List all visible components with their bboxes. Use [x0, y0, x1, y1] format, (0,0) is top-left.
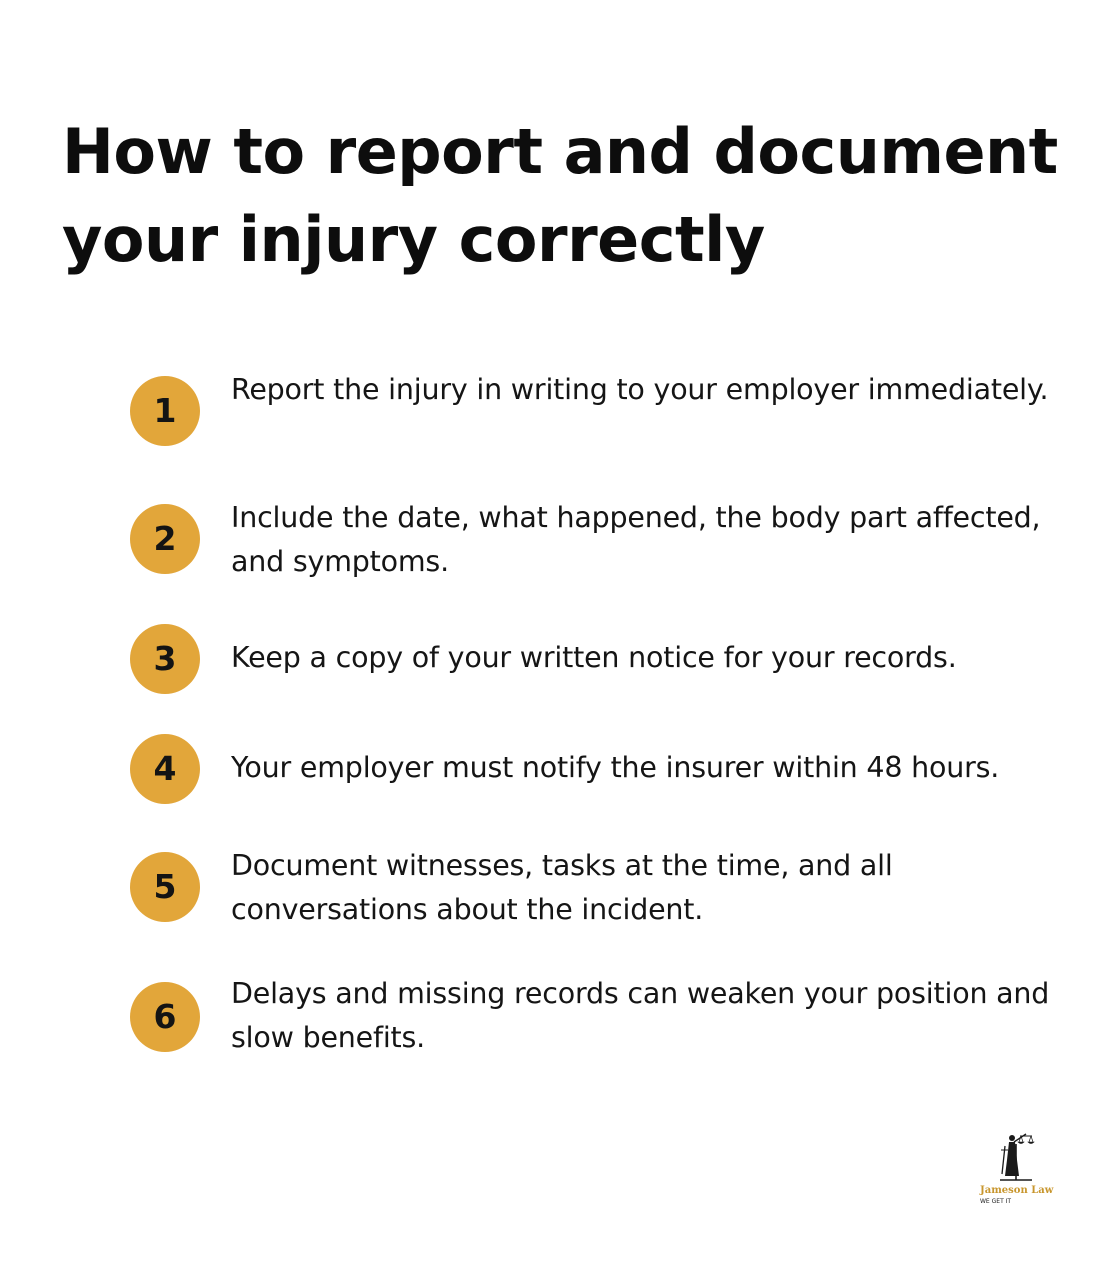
step-text: Your employer must notify the insurer within 48 hours. [231, 751, 1000, 784]
page-title [62, 108, 1062, 284]
step-text: Delays and missing records can weaken your position and slow benefits. [231, 977, 1050, 1054]
step-number-badge: 5 [130, 852, 200, 922]
step-text: Include the date, what happened, the body part affected, and symptoms. [231, 501, 1041, 578]
step-number-badge: 3 [130, 624, 200, 694]
lady-justice-icon [996, 1130, 1036, 1184]
step-number-badge: 2 [130, 504, 200, 574]
step-text: Keep a copy of your written notice for your records. [231, 641, 957, 674]
step-text: Document witnesses, tasks at the time, and all conversations about the incident. [231, 849, 893, 926]
step-number-badge: 6 [130, 982, 200, 1052]
logo-name: Jameson Law [980, 1185, 1054, 1196]
brand-logo [978, 1130, 1058, 1210]
step-number-badge: 1 [130, 376, 200, 446]
step-number-badge: 4 [130, 734, 200, 804]
title-line-2: your injury correctly [62, 203, 765, 276]
logo-tagline: WE GET IT [980, 1198, 1012, 1205]
title-line-1: How to report and document [62, 115, 1058, 188]
step-text: Report the injury in writing to your employer immediately. [231, 373, 1049, 406]
